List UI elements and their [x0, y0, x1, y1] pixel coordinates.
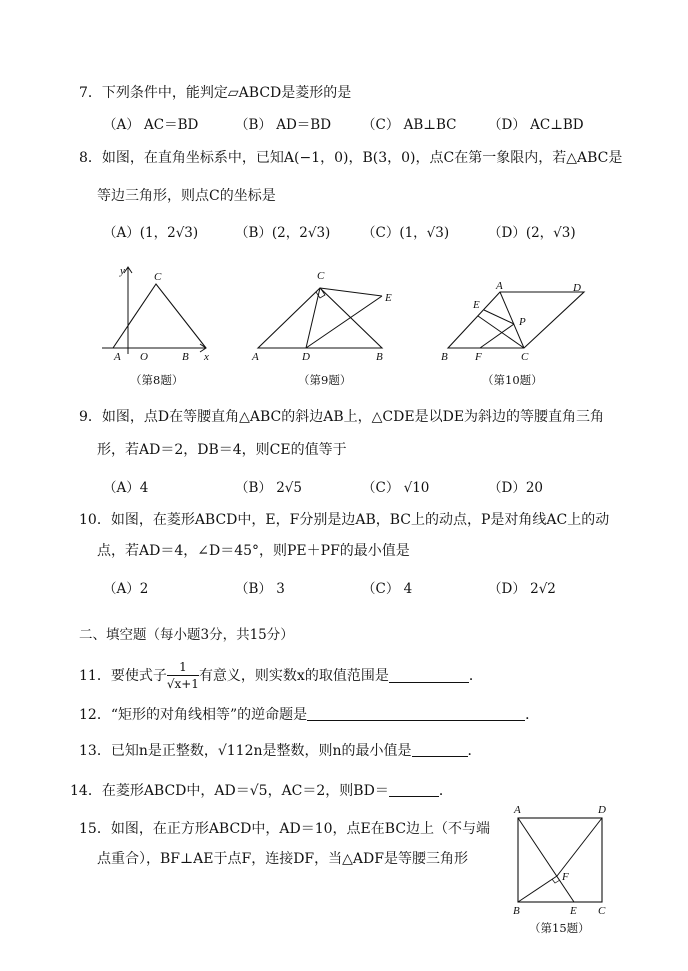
q7-option-c: （C） AB⊥BC [362, 117, 457, 133]
q12 [79, 704, 539, 724]
figure-9 [250, 268, 400, 368]
q9-line1: 9．如图，点D在等腰直角△ABC的斜边AB上，△CDE是以DE为斜边的等腰直角三角 [79, 409, 605, 425]
segment-bf [518, 876, 557, 902]
fig10-label-c: C [521, 351, 529, 363]
q13-answer-blank[interactable] [412, 742, 468, 757]
q12-end: ． [525, 707, 540, 723]
q11-end: ． [468, 668, 483, 684]
fig10-label-a: A [496, 280, 503, 292]
q11-prefix: 11．要使式子 [79, 668, 167, 684]
q8-option-a: （A）(1，2√3) [103, 225, 199, 241]
fig10-label-e: E [473, 299, 480, 311]
fig15-caption: （第15题） [529, 921, 590, 935]
q14 [70, 780, 453, 800]
square-abcd [518, 818, 602, 902]
segment-ae [518, 818, 574, 902]
q13-end: ． [467, 743, 482, 759]
q8-option-b: （B）(2，2√3) [235, 225, 331, 241]
q8-line1: 8．如图，在直角坐标系中，已知A(−1，0)，B(3，0)，点C在第一象限内，若△ABC是 [79, 150, 623, 166]
figure-10 [440, 280, 600, 370]
q14-text: 14．在菱形ABCD中，AD＝√5，AC＝2，则BD＝ [70, 783, 389, 799]
fig8-label-c: C [154, 271, 162, 283]
q10-option-c: （C） 4 [362, 581, 413, 597]
q9-option-d: （D）20 [488, 480, 544, 496]
fig8-label-x: x [204, 351, 209, 363]
fig8-label-a: A [114, 351, 121, 363]
q10-option-b: （B） 3 [235, 581, 285, 597]
q11 [79, 658, 483, 692]
fig15-label-c: C [598, 905, 606, 917]
q15-line1: 15．如图，在正方形ABCD中，AD＝10，点E在BC边上（不与端 [79, 821, 491, 837]
q13 [79, 740, 482, 760]
q7-option-a: （A） AC＝BD [103, 117, 199, 133]
figure-15 [508, 802, 608, 917]
q7-stem: 7．下列条件中，能判定▱ABCD是菱形的是 [79, 85, 352, 101]
fig10-caption: （第10题） [482, 373, 543, 387]
fig9-caption: （第9题） [298, 373, 352, 387]
q8-option-c: （C）(1，√3) [362, 225, 450, 241]
q12-text: 12．“矩形的对角线相等”的逆命题是 [79, 707, 308, 723]
q9-option-c: （C） √10 [362, 480, 430, 496]
q12-answer-blank[interactable] [307, 706, 525, 721]
q10-line1: 10．如图，在菱形ABCD中，E，F分别是边AB，BC上的动点，P是对角线AC上的动 [79, 512, 610, 528]
rhombus-abcd [448, 292, 584, 348]
fig8-label-o: O [140, 351, 148, 363]
fig9-label-a: A [252, 351, 259, 363]
fig9-label-e: E [385, 292, 392, 304]
fig8-label-b: B [182, 351, 189, 363]
q15-line2: 点重合），BF⊥AE于点F，连接DF，当△ADF是等腰三角形 [97, 851, 468, 867]
q11-fraction [167, 661, 199, 690]
section-title: 二、填空题（每小题3分，共15分） [79, 627, 294, 643]
fig15-label-f: F [562, 871, 569, 883]
fig15-label-a: A [514, 804, 521, 816]
q8-line2: 等边三角形，则点C的坐标是 [97, 188, 276, 204]
figure-8 [100, 262, 220, 372]
q14-answer-blank[interactable] [389, 782, 439, 797]
fig9-label-b: B [376, 351, 383, 363]
q7-option-d: （D） AC⊥BD [488, 117, 584, 133]
q11-suffix: 有意义，则实数x的取值范围是 [198, 668, 389, 684]
q11-numerator: 1 [167, 661, 199, 676]
q13-text: 13．已知n是正整数，√112n是整数，则n的最小值是 [79, 743, 412, 759]
q14-end: ． [438, 783, 453, 799]
triangle-abc [113, 284, 206, 348]
fig8-label-y: y [120, 265, 125, 277]
fig15-label-b: B [513, 905, 520, 917]
q9-option-a: （A）4 [103, 480, 149, 496]
q10-line2: 点，若AD＝4，∠D＝45°，则PE＋PF的最小值是 [97, 543, 410, 559]
q9-option-b: （B） 2√5 [235, 480, 302, 496]
fig10-label-p: P [519, 316, 526, 328]
fig15-label-d: D [598, 804, 606, 816]
fig10-label-d: D [573, 282, 581, 294]
fig8-caption: （第8题） [130, 373, 184, 387]
fig9-label-c: C [317, 270, 325, 282]
q8-option-d: （D）(2，√3) [488, 225, 576, 241]
fig10-label-f: F [475, 351, 482, 363]
q11-answer-blank[interactable] [389, 668, 469, 683]
q9-line2: 形，若AD＝2，DB＝4，则CE的值等于 [97, 442, 347, 458]
fig10-label-b: B [441, 351, 448, 363]
q10-option-a: （A）2 [103, 581, 149, 597]
fig15-label-e: E [570, 905, 577, 917]
q11-denominator: √x+1 [166, 676, 199, 691]
fig9-label-d: D [302, 351, 310, 363]
q7-option-b: （B） AD＝BD [235, 117, 332, 133]
q10-option-d: （D） 2√2 [488, 581, 556, 597]
segment-df [557, 818, 602, 876]
